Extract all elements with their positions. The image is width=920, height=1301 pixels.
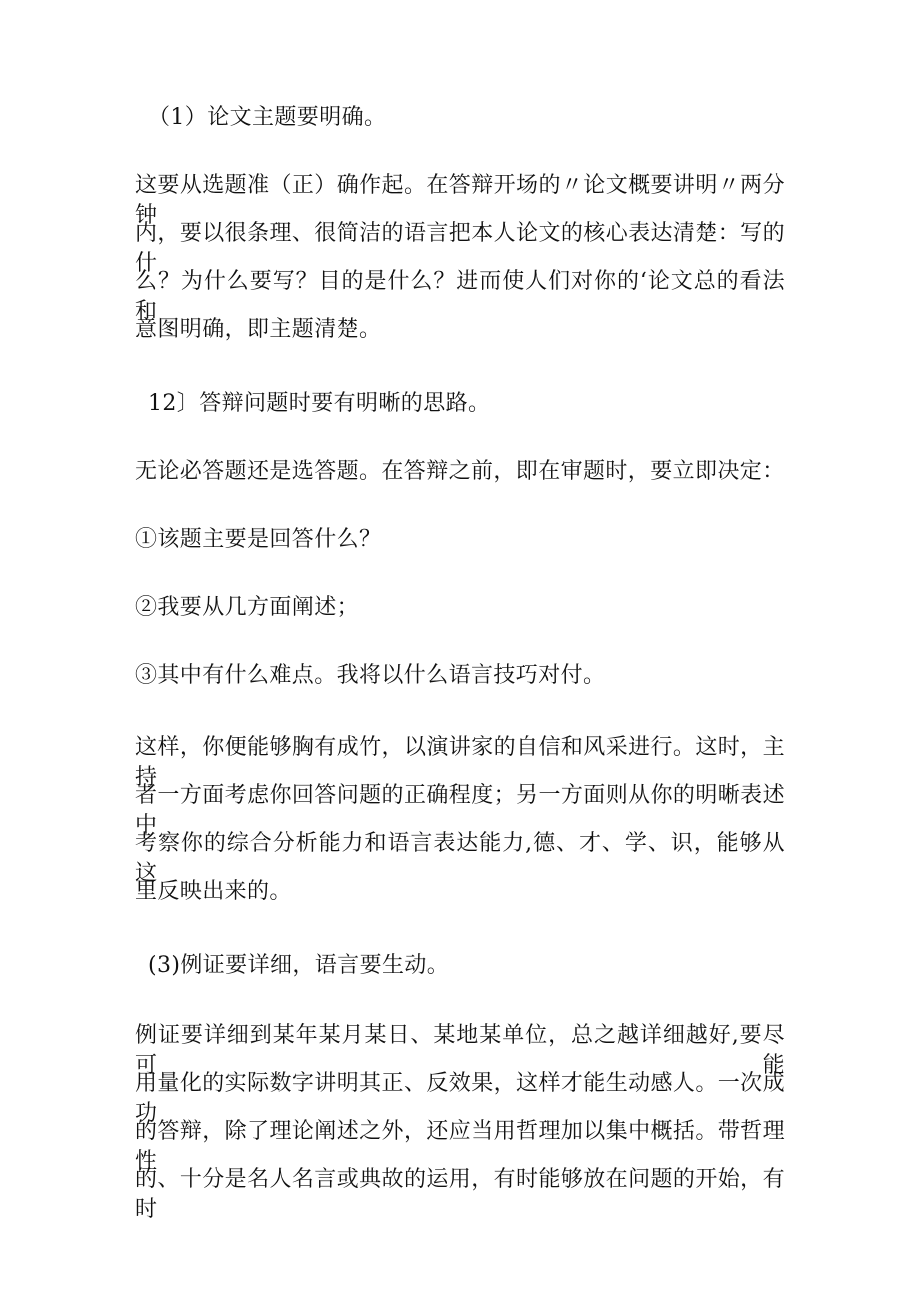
section-2-paragraph-line-2: 者一方面考虑你回答问题的正确程度；另一方面则从你的明晰表述中 <box>135 783 785 838</box>
section-3-paragraph-line-4: 的、十分是名人名言或典故的运用，有时能够放在问题的开始，有时 <box>135 1167 785 1222</box>
section-2-intro: 无论必答题还是选答题。在答辩之前，即在审题时，要立即决定： <box>135 459 785 484</box>
section-2-paragraph-line-3: 考察你的综合分析能力和语言表达能力,德、才、学、识，能够从这 <box>135 831 785 886</box>
section-3-paragraph-line-3: 的答辩，除了理论阐述之外，还应当用哲理加以集中概括。带哲理性 <box>135 1119 785 1174</box>
section-2-paragraph-line-1: 这样，你便能够胸有成竹，以演讲家的自信和风采进行。这时，主持 <box>135 735 785 790</box>
section-2-item-3: ③其中有什么难点。我将以什么语言技巧对付。 <box>135 663 606 688</box>
section-2-item-2: ②我要从几方面阐述； <box>135 595 360 620</box>
section-3-heading: (3)例证要详细，语言要生动。 <box>148 953 450 978</box>
section-2-paragraph-line-4: 里反映出来的。 <box>135 879 292 904</box>
section-1-paragraph-line-4: 意图明确，即主题清楚。 <box>135 317 382 342</box>
section-1-paragraph-line-3: 么？为什么要写？目的是什么？进而使人们对你的‘论文总的看法和 <box>135 269 785 324</box>
section-1-paragraph-line-1: 这要从选题准（正）确作起。在答辩开场的〃论文概要讲明〃两分钟 <box>135 173 785 228</box>
section-2-heading: 12〕答辩问题时要有明晰的思路。 <box>148 391 491 416</box>
section-3-paragraph-line-1: 例证要详细到某年某月某日、某地某单位，总之越详细越好,要尽可能 <box>135 1023 785 1078</box>
section-2-item-1: ①该题主要是回答什么？ <box>135 527 382 552</box>
section-1-paragraph-line-2: 内，要以很条理、很简洁的语言把本人论文的核心表达清楚：写的什 <box>135 221 785 276</box>
section-3-paragraph-line-2: 用量化的实际数字讲明其正、反效果，这样才能生动感人。一次成功 <box>135 1071 785 1126</box>
section-1-heading: （1）论文主题要明确。 <box>148 105 387 130</box>
